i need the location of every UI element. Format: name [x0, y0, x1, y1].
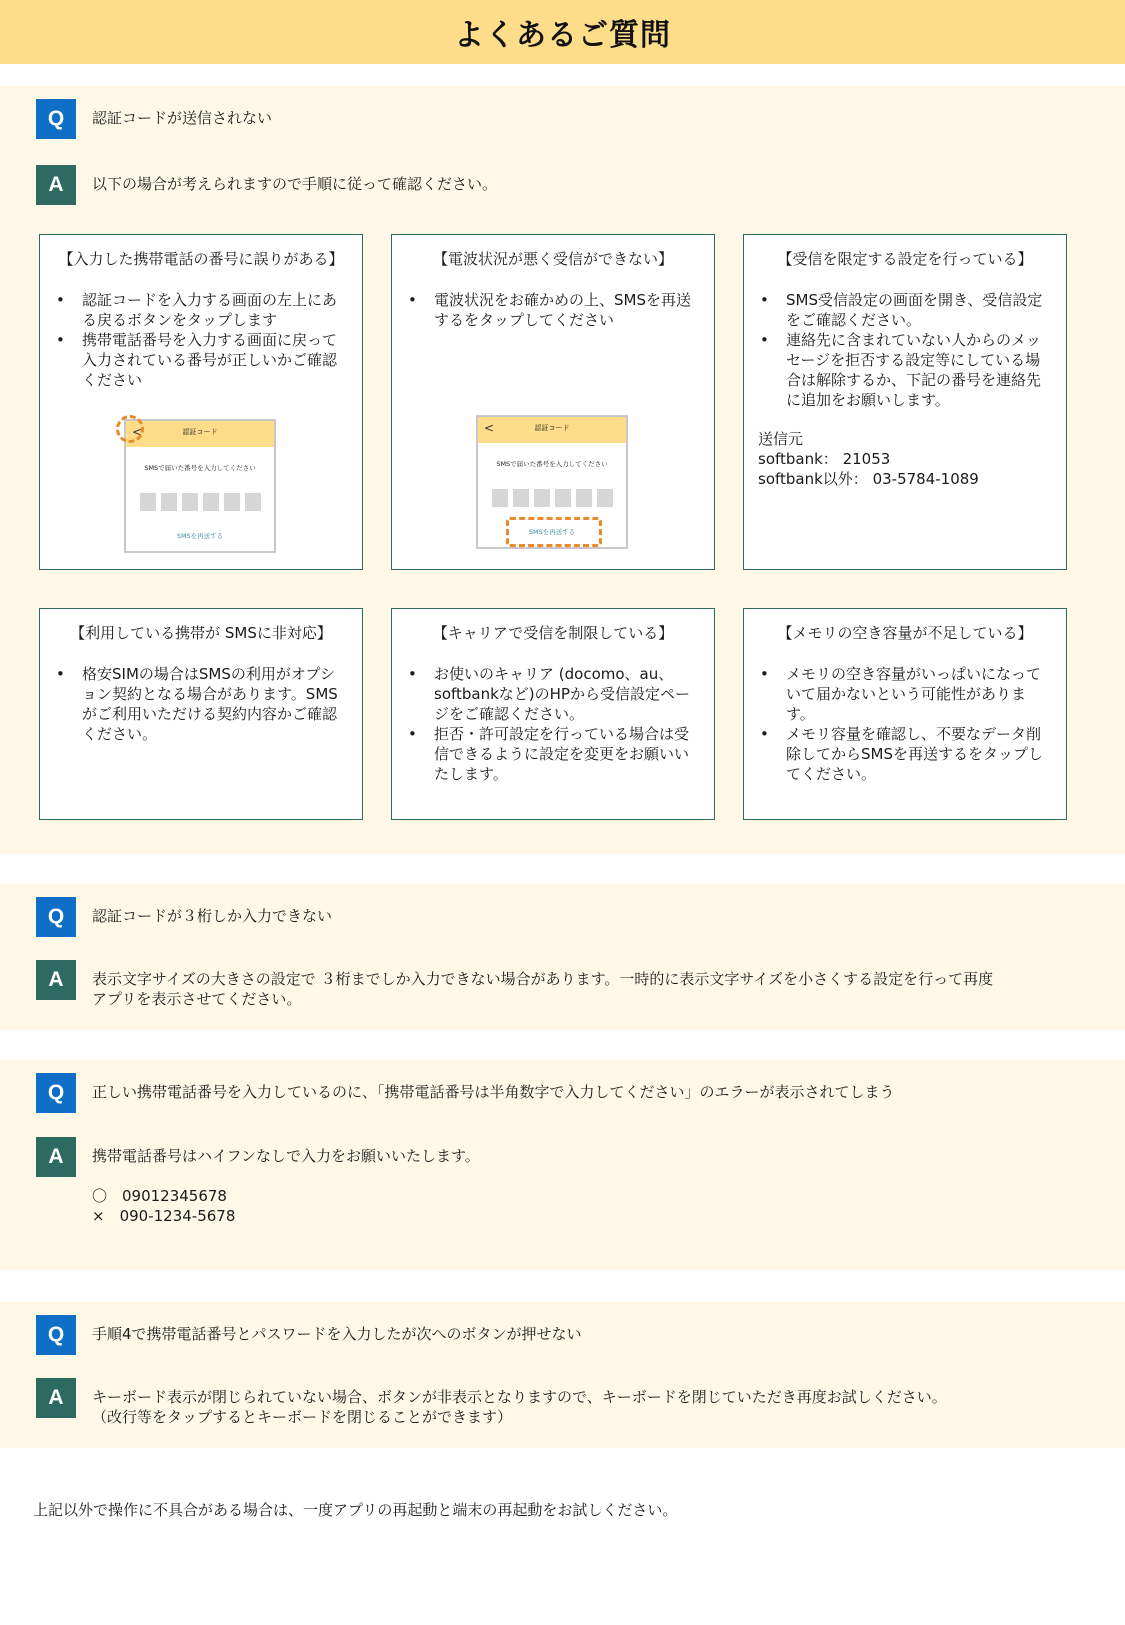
card-bullets — [40, 664, 362, 744]
question-text: 認証コードが３桁しか入力できない — [92, 907, 333, 925]
digit-box — [140, 493, 156, 511]
q-badge: Q — [36, 897, 76, 937]
digit-box — [203, 493, 219, 511]
card-title: 【入力した携帯電話の番号に誤りがある】 — [58, 250, 344, 268]
faq-section-4 — [0, 1302, 1125, 1448]
answer-line: （改行等をタップするとキーボードを閉じることができます） — [92, 1408, 513, 1426]
card-title: 【メモリの空き容量が不足している】 — [777, 624, 1033, 642]
q-badge: Q — [36, 1315, 76, 1355]
answer-text — [92, 1387, 1092, 1427]
digit-box — [492, 489, 508, 507]
cause-card-restricted-receiving — [743, 234, 1067, 570]
a-badge: A — [36, 960, 76, 1000]
sender-label: 送信元 — [758, 430, 804, 448]
digit-box — [161, 493, 177, 511]
page-header — [0, 0, 1125, 64]
answer-text: 以下の場合が考えられますので手順に従って確認ください。 — [92, 175, 498, 193]
correct-example: 〇 09012345678 — [92, 1187, 227, 1205]
bullet-item: • 格安SIMの場合はSMSの利用がオプション契約となる場合があります。SMSがご利用いただける契約内容かご確認ください。 — [82, 664, 344, 744]
answer-text — [92, 969, 1092, 1009]
phone-header — [478, 417, 626, 443]
bullet-item: • メモリの空き容量がいっぱいになっていて届かないという可能性があります。 — [786, 664, 1048, 724]
digit-box — [534, 489, 550, 507]
question-text: 認証コードが送信されない — [92, 109, 273, 127]
card-bullets — [392, 290, 714, 330]
a-badge: A — [36, 1137, 76, 1177]
question-text: 手順4で携帯電話番号とパスワードを入力したが次へのボタンが押せない — [92, 1325, 582, 1343]
bullet-item: • お使いのキャリア (docomo、au、softbankなど)のHPから受信設定ページをご確認ください。 — [434, 664, 696, 724]
bullet-item: • 連絡先に含まれていない人からのメッセージを拒否する設定等にしている場合は解除するか、下記の番号を連絡先に追加をお願いします。 — [786, 330, 1048, 410]
answer-line: 表示文字サイズの大きさの設定で ３桁までしか入力できない場合があります。一時的に表示文字サイズを小さくする設定を行って再度 — [92, 970, 994, 988]
q-badge: Q — [36, 99, 76, 139]
cause-card-low-memory — [743, 608, 1067, 820]
faq-section-2 — [0, 884, 1125, 1030]
card-bullets — [392, 664, 714, 784]
card-bullets — [744, 664, 1066, 784]
answer-line: アプリを表示させてください。 — [92, 990, 302, 1008]
phone-mockup — [124, 419, 276, 553]
cause-card-carrier-restriction — [391, 608, 715, 820]
digit-box — [182, 493, 198, 511]
phone-header — [126, 421, 274, 447]
digit-box — [597, 489, 613, 507]
bullet-item: • メモリ容量を確認し、不要なデータ削除してからSMSを再送するをタップしてください。 — [786, 724, 1048, 784]
resend-link: SMSを再送する — [528, 528, 576, 536]
a-badge: A — [36, 1378, 76, 1418]
digit-box — [555, 489, 571, 507]
card-title: 【受信を限定する設定を行っている】 — [777, 250, 1033, 268]
back-arrow-icon: < — [132, 425, 143, 439]
back-arrow-icon: < — [484, 421, 495, 435]
digit-box — [245, 493, 261, 511]
a-badge: A — [36, 165, 76, 205]
phone-prompt: SMSで届いた番号を入力してください — [496, 460, 608, 468]
digit-box — [513, 489, 529, 507]
footer-note: 上記以外で操作に不具合がある場合は、一度アプリの再起動と端末の再起動をお試しください。 — [33, 1501, 678, 1519]
sender-other: softbank以外： 03-5784-1089 — [758, 470, 979, 488]
cause-card-sms-unsupported — [39, 608, 363, 820]
phone-prompt: SMSで届いた番号を入力してください — [144, 464, 256, 472]
card-title: 【電波状況が悪く受信ができない】 — [432, 250, 673, 268]
sender-softbank: softbank： 21053 — [758, 450, 891, 468]
phone-title: 認証コード — [182, 428, 218, 436]
phone-title: 認証コード — [534, 424, 570, 432]
card-title: 【キャリアで受信を制限している】 — [432, 624, 674, 642]
card-bullets — [40, 290, 362, 390]
answer-line: キーボード表示が閉じられていない場合、ボタンが非表示となりますので、キーボードを閉じていただき再度お試しください。 — [92, 1388, 947, 1406]
code-digit-boxes — [140, 493, 261, 511]
bullet-item: • 認証コードを入力する画面の左上にある戻るボタンをタップします — [82, 290, 344, 330]
faq-section-1 — [0, 86, 1125, 854]
answer-text: 携帯電話番号はハイフンなしで入力をお願いいたします。 — [92, 1147, 480, 1165]
page-title: よくあるご質問 — [454, 18, 671, 53]
bullet-item: • 携帯電話番号を入力する画面に戻って入力されている番号が正しいかご確認ください — [82, 330, 344, 390]
q-badge: Q — [36, 1073, 76, 1113]
bullet-item: • 拒否・許可設定を行っている場合は受信できるように設定を変更をお願いいたします。 — [434, 724, 696, 784]
digit-box — [576, 489, 592, 507]
incorrect-example: × 090-1234-5678 — [92, 1207, 236, 1225]
card-title: 【利用している携帯が SMSに非対応】 — [70, 624, 332, 642]
bullet-item: • SMS受信設定の画面を開き、受信設定をご確認ください。 — [786, 290, 1048, 330]
card-bullets — [744, 290, 1066, 410]
back-button-highlight — [116, 415, 144, 443]
resend-button-highlight — [506, 517, 602, 547]
cause-card-wrong-number — [39, 234, 363, 570]
resend-link: SMSを再送する — [176, 532, 224, 540]
code-digit-boxes — [492, 489, 613, 507]
question-text: 正しい携帯電話番号を入力しているのに、「携帯電話番号は半角数字で入力してください」のエラーが表示されてしまう — [92, 1083, 895, 1101]
bullet-item: • 電波状況をお確かめの上、SMSを再送するをタップしてください — [434, 290, 696, 330]
cause-card-poor-signal — [391, 234, 715, 570]
digit-box — [224, 493, 240, 511]
faq-section-3 — [0, 1060, 1125, 1270]
